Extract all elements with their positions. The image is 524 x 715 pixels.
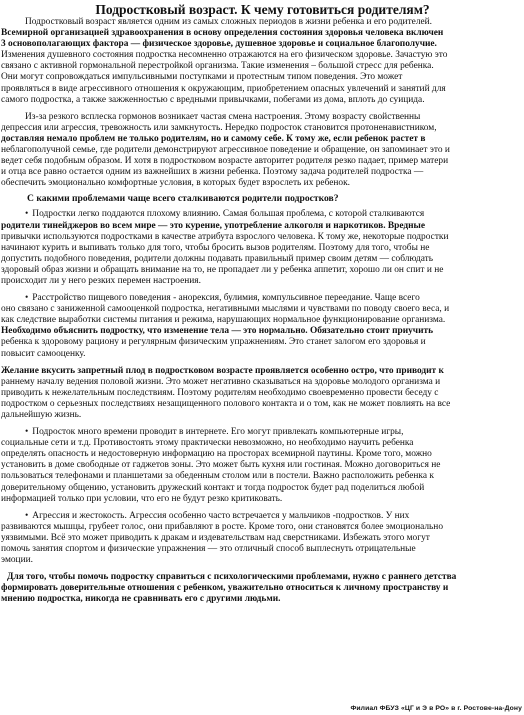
- paragraph-line: 3 основополагающих фактора — физическое здоровье, душевное здоровье и социальное благополучие.: [1, 39, 437, 50]
- paragraph-line: помочь занятия спортом и физические упражнения — это отличный способ выплеснуть отрицательные: [1, 544, 416, 555]
- bullet-aggression: [1, 511, 524, 566]
- paragraph-line: ребенка к здоровому рациону и регулярным физическим упражнениям. Это станет залогом его здоровья и: [1, 337, 426, 348]
- paragraph-line: развиваются мышцы, грубеет голос, они прибавляют в росте. Кроме того, они становятся более эмоционально: [1, 521, 444, 532]
- paragraph-line: раннему началу ведения половой жизни. Это может негативно сказываться на здоровье молодого организма и: [1, 376, 441, 387]
- paragraph-line: оно связано с заниженной самооценкой подростка, негативными мыслями и чувствами по поводу своего веса, и: [1, 304, 450, 315]
- paragraph-line: и отца все равно остается одним из важнейших в жизни ребенка. Поэтому задача родителей подростка —: [1, 167, 424, 178]
- paragraph-line: пользоваться телефонами и планшетами за обеденным столом или в постели. Важно расположить ребенка к: [1, 471, 434, 482]
- paragraph-line: обеспечить эмоционально комфортные условия, в которых будет взрослеть их ребенок.: [1, 178, 350, 189]
- page-title: Подростковый возраст. К чему готовиться родителям?: [95, 2, 430, 17]
- paragraph-line: Всемирной организацией здравоохранения в основу определения состояния здоровья человека включен: [1, 28, 444, 39]
- paragraph-line: происходит ли у него резких перемен настроения.: [1, 275, 201, 286]
- paragraph-line: родители тинейджеров во всем мире — это курение, употребление алкоголя и наркотиков. Вредные: [1, 220, 426, 231]
- paragraph-line: Они могут сопровождаться импульсивными поступками и протестным типом поведения. Это может: [1, 72, 403, 83]
- paragraph-line: проявляться в виде агрессивного отношения к окружающим, приобретением опасных увлечений и занятий для: [1, 83, 446, 94]
- problems-question: С какими проблемами чаще всего сталкиваются родители подростков?: [27, 193, 339, 205]
- paragraph-line: начинают курить и выпивать только для того, чтобы бросить вызов родителям. Поэтому для того, чтобы не: [1, 242, 430, 253]
- paragraph-line: привычки используются подростками в качестве атрибута взрослого человека. К тому же, некоторые подростки: [1, 231, 449, 242]
- bullet-eating-disorder: [1, 293, 524, 360]
- bullet-internet: [1, 427, 524, 505]
- paragraph-line: Изменения душевного состояния подростка несомненно отражаются на его физическом здоровье. Зачастую это: [1, 50, 448, 61]
- paragraph-line: ведет себя подобным образом. И хотя в подростковом возрасте авторитет родителя резко падает, пример матери: [1, 156, 449, 167]
- paragraph-line: Желание вкусить запретный плод в подростковом возрасте проявляется особенно остро, что приводит к: [1, 365, 444, 376]
- paragraph-line: связано с активной гормональной перестройкой организма. Такие изменения – большой стресс для ребенка.: [1, 61, 434, 72]
- paragraph-line: подростком о серьезных последствиях незащищенного полового контакта и о том, как не может повлиять на все: [1, 398, 451, 409]
- paragraph-line: доверительному общению, установить дружеский контакт и тогда подросток будет рад поделиться любой: [1, 482, 425, 493]
- conclusion-paragraph: [1, 572, 524, 605]
- paragraph-line: допустить подобного поведения, родители должны подавать правильный пример своим детям — соблюдать: [1, 253, 434, 264]
- paragraph-line: определять опасность и недостоверную информацию на просторах всемирной паутины. Кроме того, можно: [1, 449, 432, 460]
- paragraph-line: установить в доме свободные от гаджетов зоны. Это может быть кухня или гостиная. Можно договориться не: [1, 460, 441, 471]
- paragraph-line: как следствие выработки системы питания и режима, нарушающих нормальное функционирование организма.: [1, 315, 446, 326]
- paragraph-line: Из-за резкого всплеска гормонов возникает частая смена настроения. Этому возрасту свойственны: [25, 111, 421, 122]
- paragraph-line: повысит самооценку.: [1, 348, 86, 359]
- paragraph-line: здоровый образ жизни и обращать внимание на то, не пропадает ли у ребенка аппетит, хорошо ли он спит и не: [1, 264, 444, 275]
- paragraph-line: эмоции.: [1, 555, 33, 566]
- paragraph-line: Необходимо объяснить подростку, что изменение тела — это нормально. Обязательно стоит приучить: [1, 326, 434, 337]
- hormones-paragraph: [1, 112, 524, 190]
- paragraph-line: • Агрессия и жестокость. Агрессия особенно часто встречается у мальчиков -подростков. У них: [1, 511, 524, 522]
- paragraph-line: самого подростка, а также зажженностью с вредными привычками, побегами из дома, вплоть до суицида.: [1, 94, 425, 105]
- paragraph-line: приводить к нежелательным последствиям. Поэтому родителям необходимо своевременно провести беседу с: [1, 387, 439, 398]
- paragraph-line: дальнейшую жизнь.: [1, 410, 82, 420]
- paragraph-line: доставляя немало проблем не только родителям, но и самому себе. К тому же, если ребенок растет в: [1, 133, 426, 144]
- paragraph-line: • Подростки легко поддаются плохому влиянию. Самая большая проблема, с которой сталкиваются: [1, 209, 524, 220]
- paragraph-line: мнению подростка, никогда не сравнивать его с другими людьми.: [1, 594, 281, 605]
- paragraph-line: Подростковый возраст является одним из самых сложных периодов в жизни ребенка и его родителей.: [25, 17, 433, 27]
- paragraph-line: формировать доверительные отношения с ребенком, уважительно относиться к личному пространству и: [1, 583, 449, 594]
- paragraph-line: • Расстройство пищевого поведения - анорексия, булимия, компульсивное переедание. Чаще всего: [1, 293, 524, 304]
- intro-paragraph: [1, 17, 524, 106]
- paragraph-line: неблагополучной семье, где родители демонстрируют агрессивное поведение и обращение, он запоминает это и: [1, 145, 450, 156]
- paragraph-line: Для того, чтобы помочь подростку справиться с психологическими проблемами, нужно с раннего детства: [7, 572, 457, 583]
- paragraph-line: информацией только при условии, что его не будут резко критиковать.: [1, 493, 283, 504]
- paragraph-line: социальные сети и т.д. Противостоять этому практически невозможно, но необходимо научить ребенка: [1, 438, 414, 449]
- footer-signature: Филиал ФБУЗ «ЦГ и Э в РО» в г. Ростове-на-Дону: [350, 705, 522, 712]
- paragraph-line: • Подросток много времени проводит в интернете. Его могут привлекать компьютерные игры,: [1, 427, 524, 438]
- early-sex-paragraph: [1, 366, 524, 421]
- paragraph-line: уязвимыми. Всё это может приводить к дракам и издевательствам над сверстниками. Избежать этого могут: [1, 532, 430, 543]
- paragraph-line: депрессия или агрессия, тревожность или замкнутость. Нередко подросток становится протоненавистником,: [1, 122, 437, 133]
- bullet-bad-influence: [1, 209, 524, 287]
